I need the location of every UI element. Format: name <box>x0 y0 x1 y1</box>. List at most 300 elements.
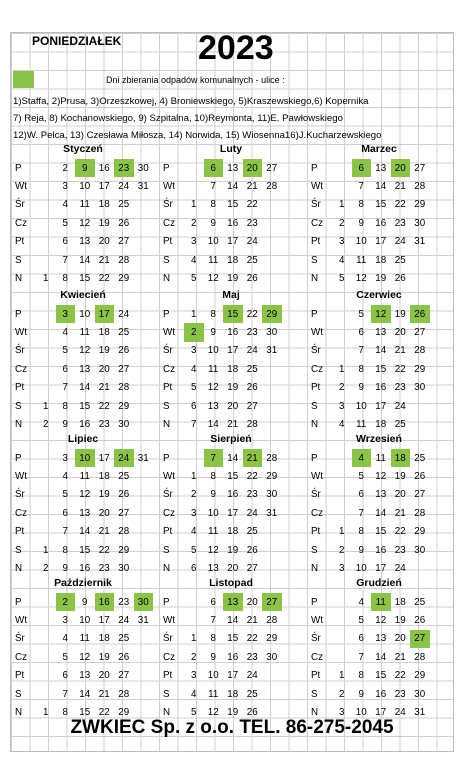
day-cell <box>282 504 302 522</box>
day-cell: 15 <box>375 670 387 682</box>
day-cell: 27 <box>414 162 426 174</box>
weekday-label: N <box>163 707 171 719</box>
day-cell: 14 <box>79 526 91 538</box>
day-cell <box>36 342 56 360</box>
day-cell: 30 <box>266 489 278 501</box>
month-block <box>160 431 302 575</box>
month-title: Marzec <box>361 143 397 155</box>
weekday-label: Cz <box>311 507 323 519</box>
day-cell: 14 <box>79 382 91 394</box>
day-cell: 27 <box>246 563 258 575</box>
day-cell: 29 <box>414 670 426 682</box>
day-cell: 25 <box>246 688 258 700</box>
day-cell: 16 <box>227 327 239 339</box>
day-cell: 8 <box>210 633 216 645</box>
day-cell: 16 <box>79 563 91 575</box>
day-cell: 2 <box>191 489 197 501</box>
day-cell: 7 <box>191 419 197 431</box>
day-cell <box>282 177 302 195</box>
day-cell: 12 <box>79 345 91 357</box>
month-grid <box>160 449 301 578</box>
day-cell: 31 <box>137 615 149 627</box>
day-cell: 18 <box>391 449 411 467</box>
day-cell: 4 <box>352 449 372 467</box>
day-cell: 23 <box>114 159 134 177</box>
day-cell: 24 <box>394 707 406 719</box>
day-cell: 26 <box>394 273 406 285</box>
day-cell <box>282 379 302 397</box>
day-cell: 9 <box>358 217 364 229</box>
day-cell: 4 <box>339 419 345 431</box>
day-cell: 8 <box>62 544 68 556</box>
month-block <box>12 287 154 431</box>
weekday-label: N <box>15 419 23 431</box>
day-cell: 9 <box>210 489 216 501</box>
day-cell: 31 <box>266 507 278 519</box>
day-cell: 3 <box>62 615 68 627</box>
day-cell <box>134 323 154 341</box>
day-cell: 23 <box>246 651 258 663</box>
month-grid <box>308 159 449 288</box>
day-cell: 3 <box>339 236 345 248</box>
day-cell <box>410 397 430 415</box>
day-cell: 11 <box>375 452 386 464</box>
weekday-label: Cz <box>163 651 175 663</box>
day-cell <box>184 159 204 177</box>
weekday-label: P <box>311 452 318 464</box>
month-grid <box>12 449 153 578</box>
weekday-label: Cz <box>311 217 323 229</box>
weekday-label: Pt <box>163 670 173 682</box>
day-cell: 11 <box>79 327 90 339</box>
day-cell: 23 <box>246 217 258 229</box>
day-cell: 4 <box>62 199 68 211</box>
month-title: Grudzień <box>356 577 402 589</box>
weekday-label: Wt <box>311 327 323 339</box>
day-cell: 6 <box>210 596 216 608</box>
day-cell <box>410 269 430 287</box>
day-cell: 4 <box>191 254 197 266</box>
weekday-label: P <box>15 452 22 464</box>
day-cell: 6 <box>358 489 364 501</box>
day-cell: 24 <box>118 181 130 193</box>
day-cell: 7 <box>210 181 216 193</box>
day-cell: 4 <box>62 633 68 645</box>
day-cell <box>36 323 56 341</box>
day-cell <box>282 630 302 648</box>
month-block <box>12 575 154 719</box>
weekday-label: Cz <box>15 217 27 229</box>
month-title: Wrzesień <box>356 433 402 445</box>
day-cell: 9 <box>210 651 216 663</box>
day-cell <box>262 397 282 415</box>
day-cell: 11 <box>208 363 219 375</box>
day-cell: 7 <box>62 382 68 394</box>
day-cell: 28 <box>246 419 258 431</box>
day-cell <box>36 233 56 251</box>
day-cell: 17 <box>227 345 239 357</box>
day-cell: 20 <box>243 159 263 177</box>
day-cell: 6 <box>352 159 372 177</box>
day-cell: 18 <box>98 471 110 483</box>
month-grid <box>160 159 301 288</box>
subtitle: Dni zbierania odpadów komunalnych - ulice : <box>106 75 285 85</box>
day-cell <box>134 667 154 685</box>
day-cell <box>184 593 204 611</box>
day-cell: 10 <box>355 563 367 575</box>
weekday-title: PONIEDZIAŁEK <box>32 34 122 48</box>
day-cell: 3 <box>339 563 345 575</box>
weekday-label: N <box>15 563 23 575</box>
day-cell: 29 <box>414 363 426 375</box>
day-cell: 25 <box>246 363 258 375</box>
day-cell: 21 <box>394 651 406 663</box>
day-cell <box>36 177 56 195</box>
day-cell: 18 <box>227 254 239 266</box>
day-cell: 24 <box>118 308 130 320</box>
day-cell <box>36 196 56 214</box>
day-cell: 12 <box>79 217 91 229</box>
day-cell: 29 <box>414 526 426 538</box>
day-cell: 10 <box>207 236 219 248</box>
day-cell: 24 <box>118 615 130 627</box>
weekday-label: N <box>15 273 23 285</box>
day-cell: 21 <box>394 181 406 193</box>
day-cell: 19 <box>98 489 110 501</box>
weekday-label: Cz <box>311 363 323 375</box>
day-cell: 28 <box>266 452 278 464</box>
day-cell: 27 <box>246 400 258 412</box>
day-cell: 22 <box>98 544 110 556</box>
day-cell: 1 <box>191 633 197 645</box>
day-cell: 13 <box>207 563 219 575</box>
day-cell: 29 <box>266 471 278 483</box>
day-cell: 21 <box>98 254 110 266</box>
day-cell: 15 <box>375 199 387 211</box>
day-cell: 28 <box>414 181 426 193</box>
day-cell <box>36 667 56 685</box>
month-grid <box>308 305 449 434</box>
day-cell: 11 <box>79 471 90 483</box>
weekday-label: Wt <box>311 471 323 483</box>
day-cell: 14 <box>375 651 387 663</box>
day-cell <box>282 196 302 214</box>
day-cell <box>262 379 282 397</box>
day-cell <box>430 611 450 629</box>
day-cell <box>282 251 302 269</box>
day-cell: 13 <box>375 162 387 174</box>
day-cell: 16 <box>375 217 387 229</box>
weekday-label: S <box>15 688 22 700</box>
day-cell: 6 <box>358 633 364 645</box>
day-cell: 31 <box>266 345 278 357</box>
day-cell: 20 <box>394 489 406 501</box>
day-cell: 21 <box>394 507 406 519</box>
day-cell <box>282 397 302 415</box>
day-cell: 1 <box>43 707 49 719</box>
day-cell: 11 <box>208 254 219 266</box>
day-cell <box>282 269 302 287</box>
day-cell: 26 <box>246 544 258 556</box>
day-cell <box>332 449 352 467</box>
day-cell: 20 <box>394 633 406 645</box>
day-cell: 19 <box>227 382 239 394</box>
day-cell: 30 <box>266 327 278 339</box>
weekday-label: Wt <box>15 615 27 627</box>
day-cell <box>430 233 450 251</box>
day-cell: 3 <box>191 345 197 357</box>
day-cell <box>262 196 282 214</box>
day-cell <box>134 305 154 323</box>
day-cell: 1 <box>191 199 197 211</box>
streets-line: 12)W. Pelca, 13) Czesława Miłosza, 14) Norwida, 15) Wiosenna16)J.Kucharzewskiego <box>13 130 382 141</box>
day-cell: 3 <box>62 452 68 464</box>
day-cell: 3 <box>191 670 197 682</box>
day-cell: 17 <box>98 615 110 627</box>
month-block <box>308 431 450 575</box>
day-cell: 4 <box>339 254 345 266</box>
day-cell <box>134 360 154 378</box>
day-cell: 12 <box>79 489 91 501</box>
day-cell <box>430 467 450 485</box>
day-cell <box>332 305 352 323</box>
day-cell: 5 <box>191 273 197 285</box>
weekday-label: S <box>15 544 22 556</box>
day-cell: 9 <box>358 688 364 700</box>
day-cell: 20 <box>98 236 110 248</box>
day-cell: 7 <box>358 181 364 193</box>
day-cell: 27 <box>118 670 130 682</box>
weekday-label: Śr <box>15 199 25 211</box>
day-cell: 19 <box>227 273 239 285</box>
weekday-label: Wt <box>311 181 323 193</box>
day-cell: 26 <box>414 615 426 627</box>
day-cell: 30 <box>414 688 426 700</box>
day-cell: 16 <box>227 489 239 501</box>
footer-contact: ZWKIEC Sp. z o.o. TEL. 86-275-2045 <box>70 717 394 738</box>
day-cell: 19 <box>375 273 387 285</box>
weekday-label: S <box>163 544 170 556</box>
day-cell: 19 <box>227 544 239 556</box>
weekday-label: P <box>15 308 22 320</box>
day-cell <box>134 251 154 269</box>
day-cell: 10 <box>355 400 367 412</box>
day-cell <box>134 196 154 214</box>
day-cell: 6 <box>358 327 364 339</box>
day-cell <box>262 541 282 559</box>
day-cell <box>332 593 352 611</box>
day-cell: 17 <box>375 236 387 248</box>
month-title: Styczeń <box>63 143 103 155</box>
day-cell <box>332 648 352 666</box>
day-cell: 16 <box>375 382 387 394</box>
month-title: Lipiec <box>67 433 99 445</box>
day-cell: 10 <box>355 236 367 248</box>
day-cell <box>282 323 302 341</box>
day-cell: 18 <box>98 633 110 645</box>
day-cell: 27 <box>414 489 426 501</box>
month-block <box>160 287 302 431</box>
day-cell: 19 <box>98 217 110 229</box>
weekday-label: N <box>163 563 171 575</box>
day-cell <box>282 342 302 360</box>
day-cell: 5 <box>191 707 197 719</box>
weekday-label: P <box>15 162 22 174</box>
day-cell <box>134 486 154 504</box>
year-title: 2023 <box>198 29 274 67</box>
day-cell: 20 <box>227 400 239 412</box>
day-cell: 14 <box>227 181 239 193</box>
day-cell: 2 <box>191 651 197 663</box>
day-cell: 21 <box>98 526 110 538</box>
weekday-label: Pt <box>311 236 321 248</box>
day-cell: 31 <box>137 452 149 464</box>
day-cell: 2 <box>43 563 49 575</box>
day-cell <box>282 667 302 685</box>
weekday-label: Śr <box>15 345 25 357</box>
day-cell: 4 <box>191 688 197 700</box>
day-cell: 18 <box>98 199 110 211</box>
day-cell: 21 <box>246 181 258 193</box>
weekday-label: Pt <box>163 526 173 538</box>
weekday-label: S <box>163 400 170 412</box>
day-cell: 13 <box>207 400 219 412</box>
month-title: Październik <box>54 577 112 589</box>
day-cell <box>332 467 352 485</box>
day-cell: 20 <box>246 596 258 608</box>
day-cell <box>282 467 302 485</box>
day-cell <box>134 342 154 360</box>
month-title: Czerwiec <box>356 289 402 301</box>
day-cell: 20 <box>391 159 411 177</box>
day-cell <box>134 379 154 397</box>
day-cell: 3 <box>56 305 76 323</box>
day-cell <box>282 159 302 177</box>
day-cell: 11 <box>356 419 367 431</box>
month-grid <box>12 159 153 288</box>
day-cell: 24 <box>114 449 134 467</box>
weekday-label: Pt <box>15 670 25 682</box>
day-cell: 16 <box>95 593 115 611</box>
weekday-label: P <box>163 162 170 174</box>
day-cell <box>262 214 282 232</box>
day-cell: 6 <box>62 670 68 682</box>
day-cell: 5 <box>339 273 345 285</box>
weekday-label: Wt <box>163 181 175 193</box>
day-cell: 14 <box>79 688 91 700</box>
day-cell <box>430 379 450 397</box>
day-cell: 28 <box>266 615 278 627</box>
weekday-label: Śr <box>163 489 173 501</box>
day-cell: 15 <box>227 199 239 211</box>
day-cell: 4 <box>191 363 197 375</box>
day-cell <box>282 685 302 703</box>
day-cell: 18 <box>394 596 406 608</box>
day-cell <box>332 159 352 177</box>
day-cell <box>430 360 450 378</box>
day-cell <box>134 648 154 666</box>
day-cell: 5 <box>358 471 364 483</box>
legend-swatch <box>13 71 34 88</box>
day-cell: 12 <box>207 382 219 394</box>
day-cell: 14 <box>375 345 387 357</box>
weekday-label: S <box>163 254 170 266</box>
day-cell: 1 <box>43 273 49 285</box>
day-cell <box>332 323 352 341</box>
day-cell: 9 <box>62 419 68 431</box>
month-block <box>160 575 302 719</box>
day-cell <box>134 541 154 559</box>
day-cell <box>36 449 56 467</box>
day-cell: 1 <box>339 199 345 211</box>
day-cell: 25 <box>246 254 258 266</box>
month-block <box>160 141 302 285</box>
day-cell: 31 <box>414 707 426 719</box>
day-cell: 1 <box>339 526 345 538</box>
day-cell <box>430 269 450 287</box>
day-cell: 16 <box>79 419 91 431</box>
month-grid <box>308 449 449 578</box>
day-cell <box>282 611 302 629</box>
day-cell <box>262 269 282 287</box>
day-cell: 29 <box>118 273 130 285</box>
day-cell: 24 <box>246 507 258 519</box>
day-cell: 8 <box>210 471 216 483</box>
weekday-label: P <box>311 308 318 320</box>
streets-line: 1)Staffa, 2)Prusa, 3)Orzeszkowej, 4) Broniewskiego, 5)Kraszewskiego,6) Kopernika <box>13 96 369 107</box>
day-cell: 12 <box>207 544 219 556</box>
day-cell: 13 <box>79 670 91 682</box>
day-cell: 27 <box>262 593 282 611</box>
day-cell: 30 <box>134 593 154 611</box>
day-cell: 17 <box>227 507 239 519</box>
day-cell: 17 <box>98 452 110 464</box>
month-grid <box>308 593 449 722</box>
day-cell: 25 <box>394 419 406 431</box>
day-cell <box>332 486 352 504</box>
weekday-label: N <box>311 707 319 719</box>
day-cell: 26 <box>246 707 258 719</box>
day-cell <box>262 685 282 703</box>
day-cell: 4 <box>62 327 68 339</box>
day-cell: 22 <box>98 400 110 412</box>
day-cell: 7 <box>358 651 364 663</box>
day-cell <box>36 648 56 666</box>
day-cell: 9 <box>75 159 95 177</box>
weekday-label: P <box>163 452 170 464</box>
weekday-label: Cz <box>15 507 27 519</box>
day-cell <box>430 667 450 685</box>
day-cell: 17 <box>375 400 387 412</box>
day-cell <box>134 214 154 232</box>
day-cell: 20 <box>394 327 406 339</box>
day-cell: 17 <box>375 707 387 719</box>
day-cell: 28 <box>118 382 130 394</box>
month-grid <box>12 305 153 434</box>
day-cell <box>282 360 302 378</box>
day-cell: 8 <box>210 308 216 320</box>
day-cell: 23 <box>394 544 406 556</box>
day-cell: 1 <box>43 544 49 556</box>
day-cell: 18 <box>98 327 110 339</box>
day-cell: 21 <box>246 615 258 627</box>
weekday-label: Śr <box>163 633 173 645</box>
day-cell: 1 <box>339 670 345 682</box>
day-cell <box>430 342 450 360</box>
weekday-label: Śr <box>311 489 321 501</box>
day-cell <box>36 379 56 397</box>
day-cell: 12 <box>375 615 387 627</box>
